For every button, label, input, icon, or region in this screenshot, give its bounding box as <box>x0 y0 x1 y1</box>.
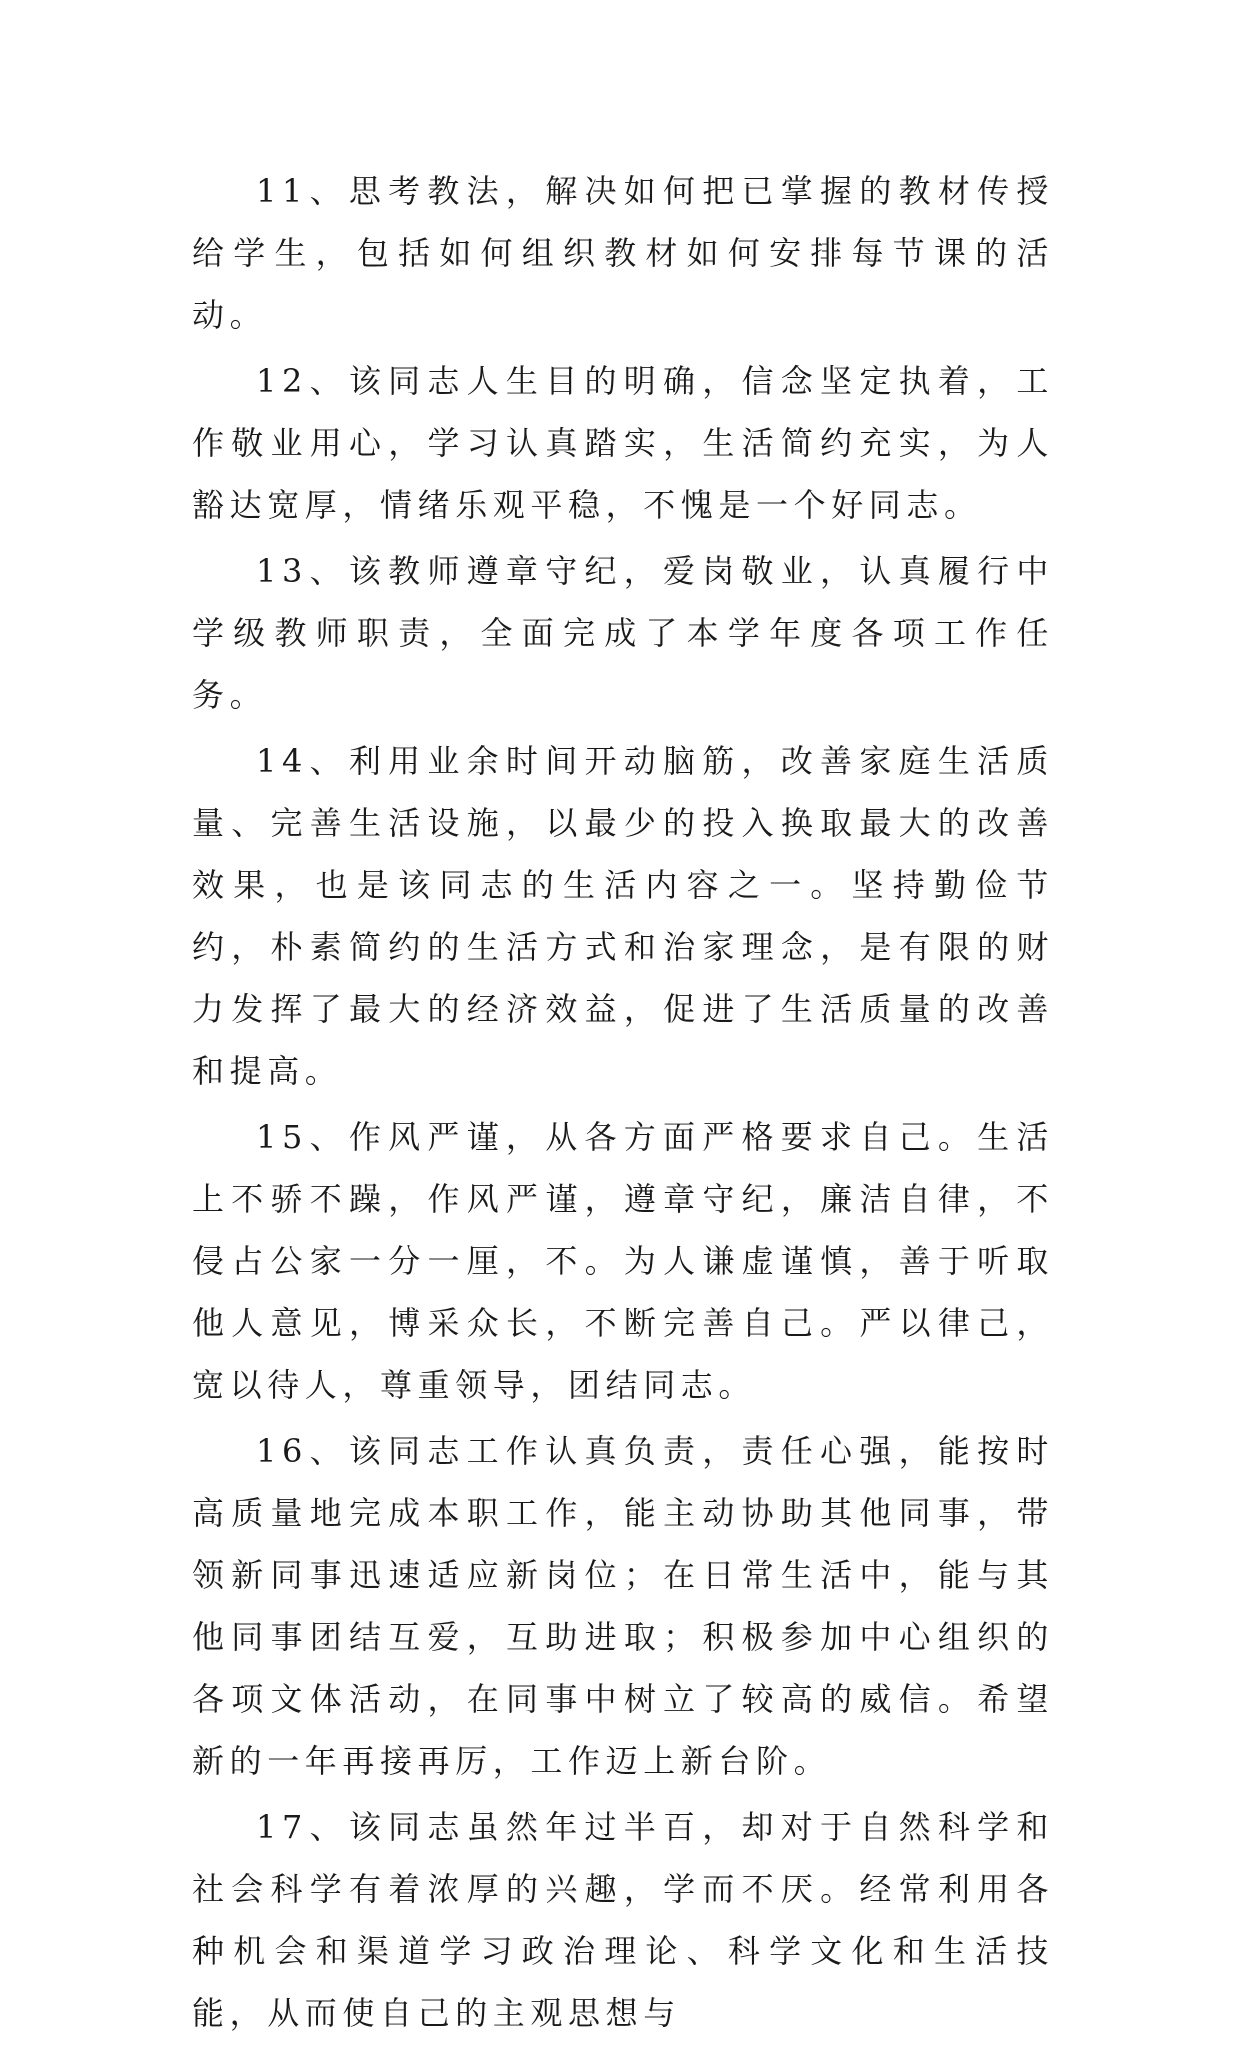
paragraph-15: 15、作风严谨，从各方面严格要求自己。生活上不骄不躁，作风严谨，遵章守纪，廉洁自律，不侵占公家一分一厘，不。为人谦虚谨慎，善于听取他人意见，博采众长，不断完善自己。严以律己，宽以待人，尊重领导，团结同志。 <box>192 1118 1054 1404</box>
paragraph-16: 16、该同志工作认真负责，责任心强，能按时高质量地完成本职工作，能主动协助其他同事，带领新同事迅速适应新岗位；在日常生活中，能与其他同事团结互爱，互助进取；积极参加中心组织的各项文体活动，在同事中树立了较高的威信。希望新的一年再接再厉，工作迈上新台阶。 <box>192 1432 1054 1780</box>
paragraph-14: 14、利用业余时间开动脑筋，改善家庭生活质量、完善生活设施，以最少的投入换取最大的改善效果，也是该同志的生活内容之一。坚持勤俭节约，朴素简约的生活方式和治家理念，是有限的财力发挥了最大的经济效益，促进了生活质量的改善和提高。 <box>192 742 1054 1090</box>
document-body <box>192 160 1054 2048</box>
paragraph-17: 17、该同志虽然年过半百，却对于自然科学和社会科学有着浓厚的兴趣，学而不厌。经常利用各种机会和渠道学习政治理论、科学文化和生活技能，从而使自己的主观思想与 <box>192 1808 1054 2032</box>
paragraph-13: 13、该教师遵章守纪，爱岗敬业，认真履行中学级教师职责，全面完成了本学年度各项工作任务。 <box>192 552 1054 714</box>
paragraph-12: 12、该同志人生目的明确，信念坚定执着，工作敬业用心，学习认真踏实，生活简约充实，为人豁达宽厚，情绪乐观平稳，不愧是一个好同志。 <box>192 362 1054 524</box>
paragraph-11: 11、思考教法，解决如何把已掌握的教材传授给学生，包括如何组织教材如何安排每节课的活动。 <box>192 172 1054 334</box>
